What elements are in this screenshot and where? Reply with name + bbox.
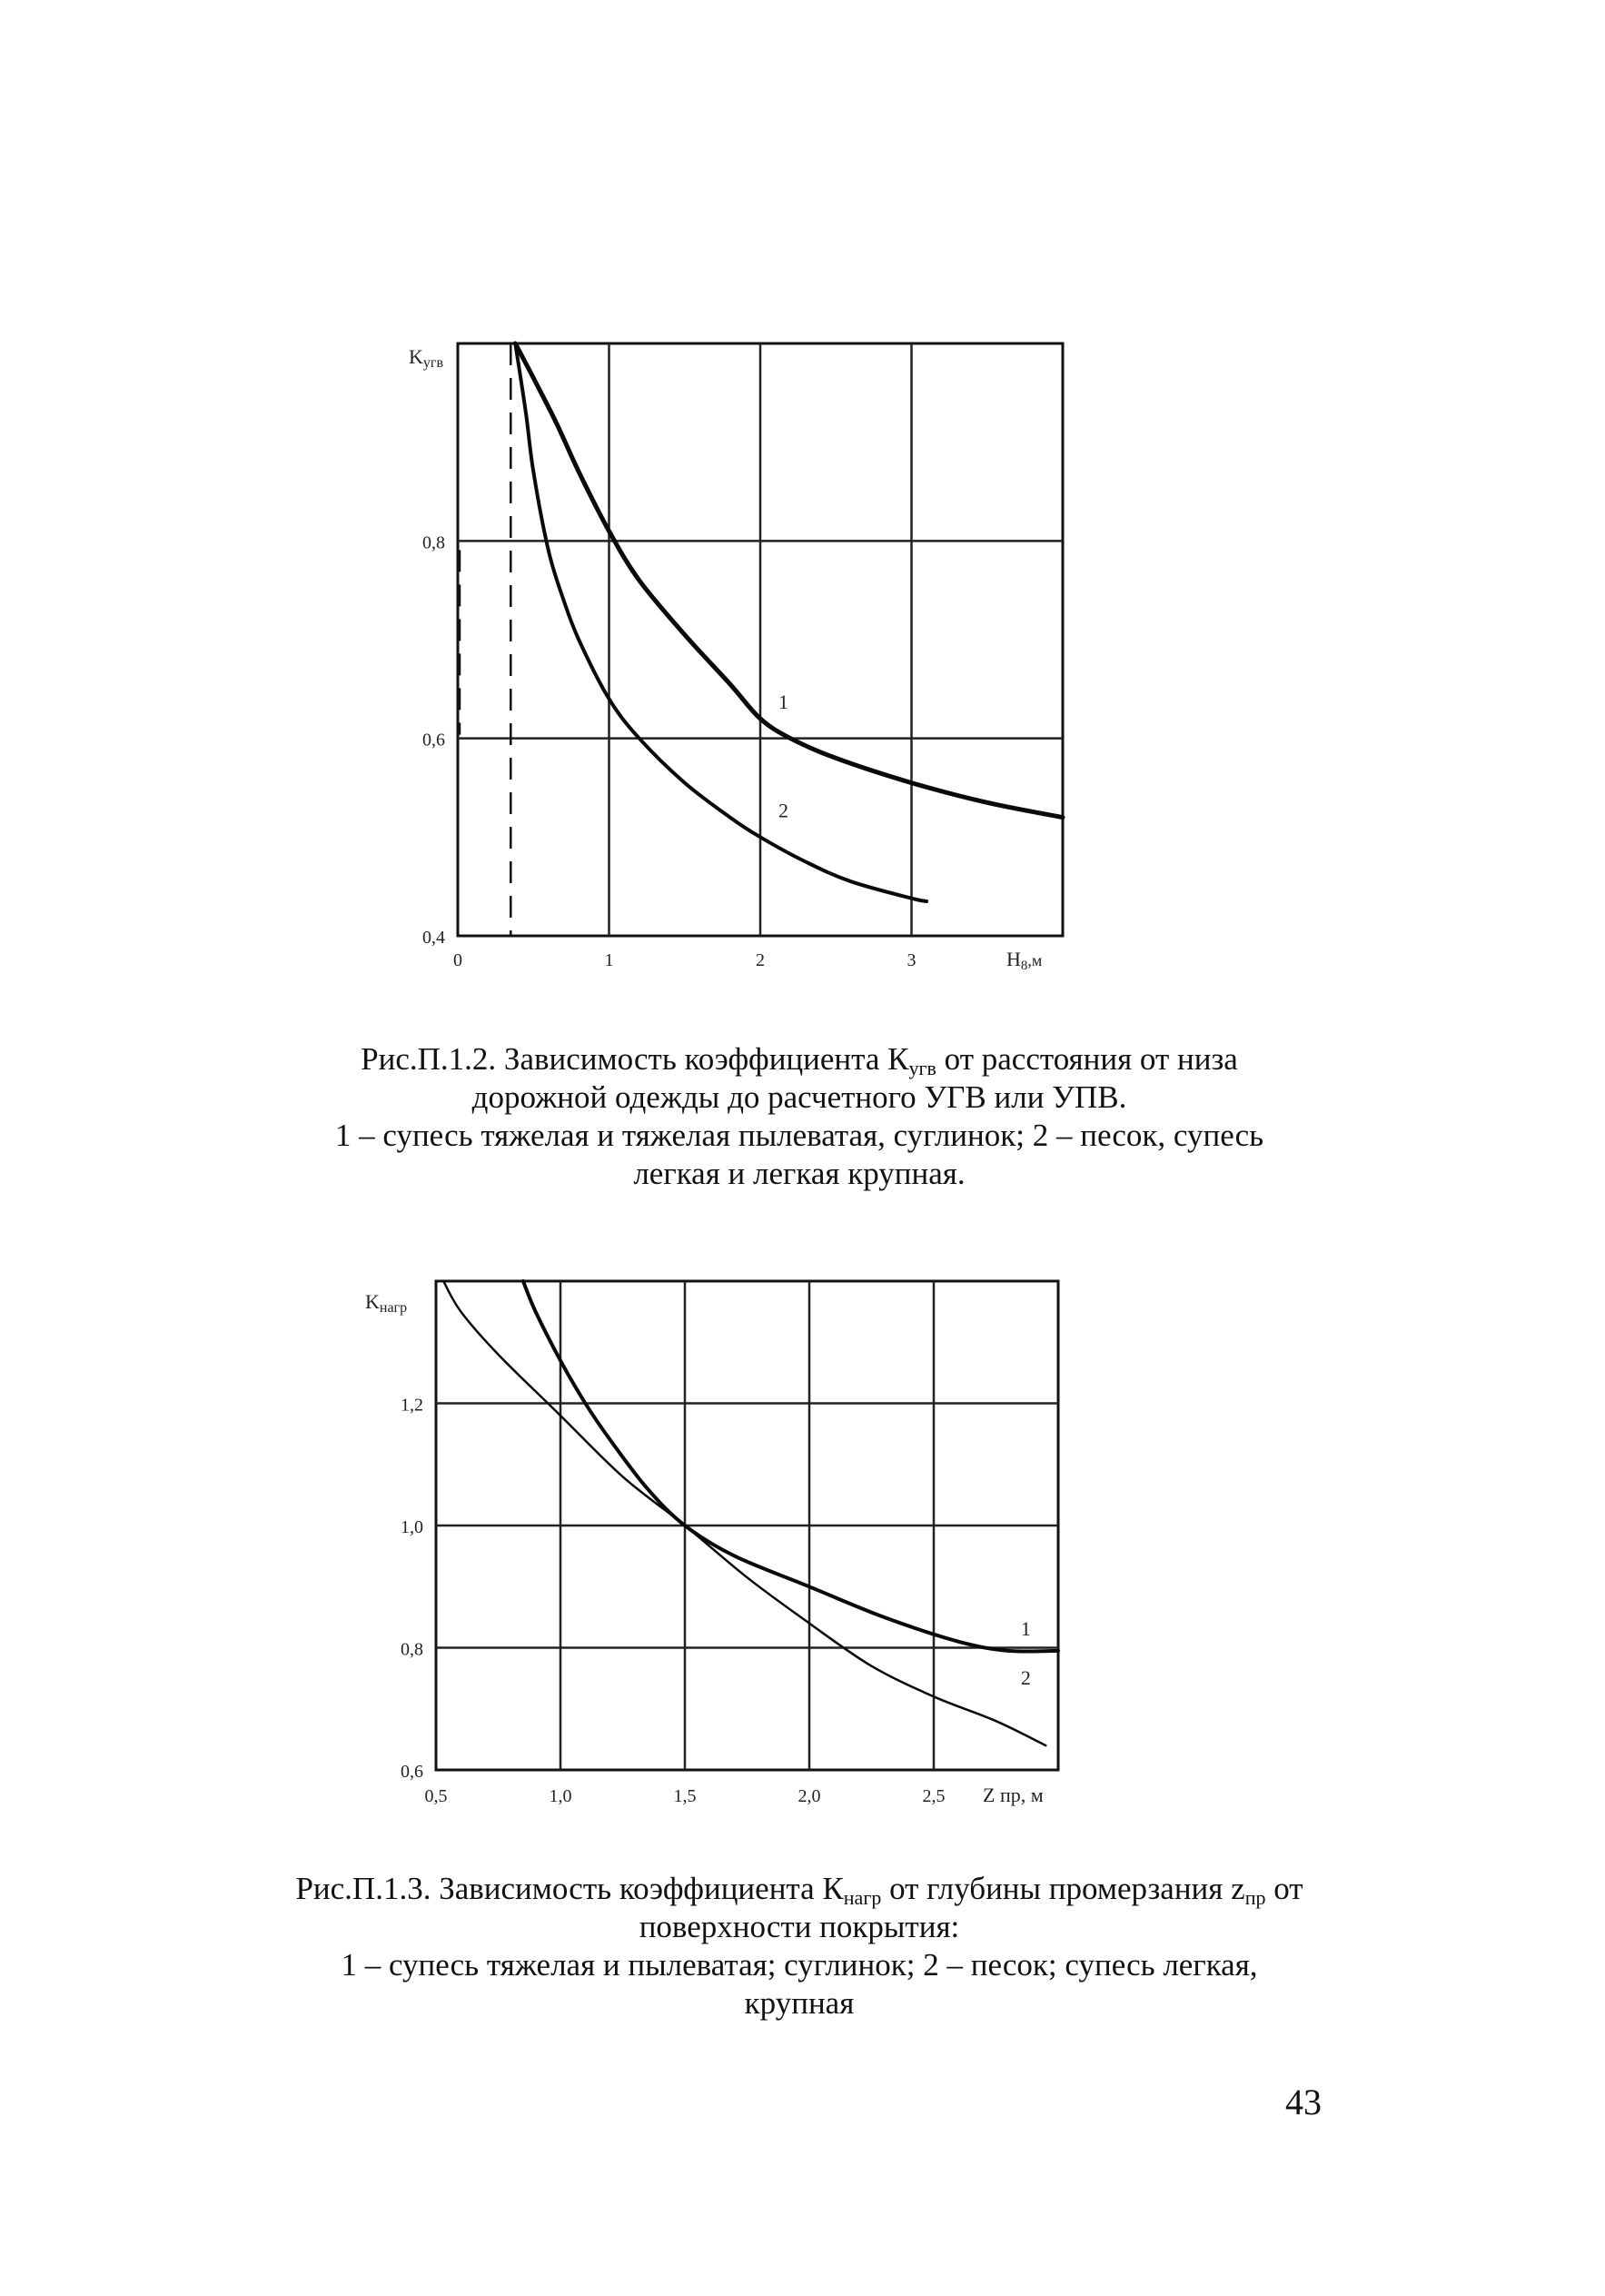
x-tick-label: 2 (756, 950, 765, 970)
y-tick-label: 0,8 (422, 532, 445, 553)
caption-2-line-1-mid: от глубины промерзания z (881, 1871, 1245, 1906)
chart2-ticks (401, 1396, 946, 1807)
chart2-labels (365, 1290, 1044, 1806)
series-1-label: 1 (778, 691, 788, 714)
caption-1-line-1-text: Рис.П.1.2. Зависимость коэффициента К (361, 1041, 909, 1077)
caption-2-line-1 (232, 1870, 1367, 1908)
y-tick-label: 0,6 (422, 730, 445, 750)
caption-1-line-4: легкая и легкая крупная. (633, 1156, 966, 1191)
chart2-grid (436, 1281, 1058, 1770)
series-1-label: 1 (1020, 1617, 1031, 1641)
caption-1-line-1-tail: от расстояния от низа (936, 1041, 1238, 1077)
y-tick-label: 1,2 (401, 1395, 423, 1416)
y-tick-label: 0,6 (401, 1762, 423, 1782)
caption-1-line-3: 1 – супесь тяжелая и тяжелая пылеватая, суглинок; 2 – песок, супесь (334, 1118, 1264, 1153)
caption-2-line-1-tail: от (1265, 1871, 1303, 1906)
caption-2-subscript-2: пр (1244, 1886, 1266, 1909)
y-axis-label: Kугв (409, 345, 444, 371)
y-tick-label: 0,8 (401, 1639, 423, 1660)
series-1-line (523, 1281, 1058, 1652)
caption-2-line-3: 1 – супесь тяжелая и пылеватая; суглинок; 2 – песок; супесь легкая, (341, 1947, 1258, 1983)
x-tick-label: 0 (453, 950, 462, 970)
page-number: 43 (1285, 2082, 1322, 2122)
x-tick-label: 2,0 (798, 1786, 821, 1806)
caption-1-line-2: дорожной одежды до расчетного УГВ или УПВ. (471, 1079, 1127, 1115)
series-2-line (443, 1281, 1045, 1745)
caption-2-subscript: нагр (843, 1886, 882, 1909)
x-tick-label: 0,5 (424, 1786, 448, 1806)
y-axis-label: Kнагр (365, 1290, 408, 1316)
caption-2-line-4: крупная (744, 1985, 855, 2021)
x-tick-label: 1,5 (673, 1786, 697, 1806)
caption-1-subscript: угв (908, 1057, 936, 1079)
x-tick-label: 2,5 (922, 1786, 946, 1806)
x-tick-label: 1,0 (549, 1786, 572, 1806)
y-tick-label: 0,4 (422, 928, 445, 948)
series-2-label: 2 (1020, 1665, 1031, 1689)
x-tick-label: 3 (907, 950, 916, 970)
series-2-label: 2 (778, 799, 788, 822)
caption-2-line-1-text: Рис.П.1.3. Зависимость коэффициента К (295, 1871, 844, 1906)
x-axis-label: H8,м (1006, 948, 1043, 973)
chart2-curves (443, 1281, 1058, 1745)
x-axis-label: Z пр, м (983, 1784, 1044, 1806)
x-tick-label: 1 (604, 950, 614, 970)
y-tick-label: 1,0 (401, 1517, 423, 1537)
caption-2-line-2: поверхности покрытия: (639, 1909, 960, 1944)
figure-caption-1 (309, 1040, 1290, 1193)
caption-1-line-1 (309, 1040, 1290, 1078)
figure-caption-2 (232, 1870, 1367, 2023)
